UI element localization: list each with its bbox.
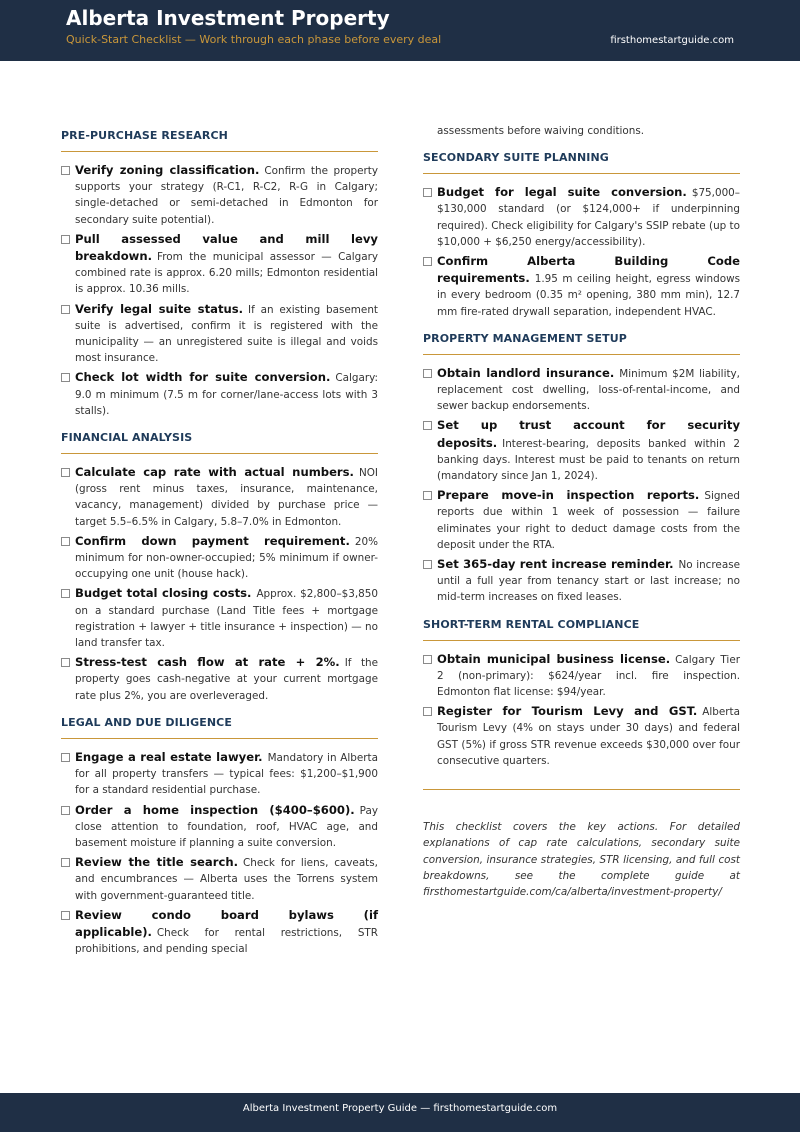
item-title: Review the title search. (75, 855, 238, 870)
item-title: Obtain municipal business license. (437, 651, 671, 666)
checklist-item (61, 162, 378, 228)
section-title: SHORT-TERM RENTAL COMPLIANCE (423, 615, 740, 641)
checklist-item (61, 802, 378, 852)
checkbox-icon[interactable] (61, 911, 70, 920)
section-title: PROPERTY MANAGEMENT SETUP (423, 329, 740, 355)
section-property-management-setup (423, 329, 740, 606)
checklist-item (61, 907, 378, 958)
item-title: Set up trust account for security deposits. (437, 418, 740, 450)
checklist-item (423, 365, 740, 415)
item-text: Confirm the property supports your strategy (R-C1, R-C2, R-G in Calgary; single-detached or semi-detached in Edmonton for secondary suite potential). (75, 165, 378, 226)
divider (423, 789, 740, 790)
item-text: 1.95 m ceiling height, egress windows in every bedroom (0.35 m² opening, 380 mm min), 12.7 mm fire-rated drywall separation, independent HVAC. (437, 273, 740, 318)
item-title: Budget total closing costs. (75, 586, 252, 601)
checkbox-icon[interactable] (61, 806, 70, 815)
item-title: Review condo board bylaws (if applicable). (75, 907, 378, 939)
checklist-item (61, 533, 378, 583)
checkbox-icon[interactable] (423, 188, 432, 197)
checkbox-icon[interactable] (61, 858, 70, 867)
checklist-item (61, 585, 378, 651)
checkbox-icon[interactable] (61, 305, 70, 314)
item-text: Check for liens, caveats, and encumbrances — Alberta uses the Torrens system with government-guaranteed title. (75, 857, 378, 902)
item-title: Confirm Alberta Building Code requirements. (437, 254, 740, 286)
closing-note: This checklist covers the key actions. For detailed explanations of cap rate calculations, secondary suite conversion, insurance strategies, STR licensing, and full cost breakdowns, see the complete guide at firsthomestartguide.com/ca/alberta/investment-property/ (423, 821, 740, 898)
item-title: Verify zoning classification. (75, 163, 260, 177)
section-financial-analysis (61, 428, 378, 704)
checkbox-icon[interactable] (423, 560, 432, 569)
checklist-item (423, 184, 740, 250)
checkbox-icon[interactable] (61, 235, 70, 244)
checklist-item (423, 487, 740, 553)
checklist-item (423, 417, 740, 484)
item-text: 20% minimum for non-owner-occupied; 5% minimum if owner-occupying one unit (house hack). (75, 535, 378, 581)
checkbox-icon[interactable] (61, 589, 70, 598)
section-title: PRE-PURCHASE RESEARCH (61, 126, 378, 152)
section-title: SECONDARY SUITE PLANNING (423, 148, 740, 174)
item-title: Order a home inspection ($400–$600). (75, 802, 355, 817)
checkbox-icon[interactable] (61, 468, 70, 477)
item-text: No increase until a full year from tenancy start or last increase; no mid-term increases on fixed leases. (437, 559, 740, 604)
page-footer (0, 1093, 800, 1132)
page-title: Alberta Investment Property (66, 6, 390, 30)
checkbox-icon[interactable] (61, 537, 70, 546)
checklist-item (61, 854, 378, 904)
checklist-item (61, 749, 378, 799)
item-text: Calgary Tier 2 (non-primary): $624/year incl. fire inspection. Edmonton flat license: $94/year. (437, 653, 740, 699)
page-header (0, 0, 800, 61)
checkbox-icon[interactable] (423, 655, 432, 664)
item-text: Alberta Tourism Levy (4% on stays under 30 days) and federal GST (5%) if gross STR revenue exceeds $30,000 over four consecutive quarters. (437, 706, 740, 767)
item-text: NOI (gross rent minus taxes, insurance, maintenance, vacancy, management) divided by purchase price — target 5.5–6.5% in Calgary, 5.8–7.0% in Edmonton. (75, 467, 378, 528)
checklist-item (61, 464, 378, 530)
checkbox-icon[interactable] (423, 491, 432, 500)
checklist-item (61, 301, 378, 367)
section-secondary-suite-planning (423, 148, 740, 320)
section-legal-due-diligence (61, 713, 378, 957)
item-title: Budget for legal suite conversion. (437, 185, 687, 200)
checkbox-icon[interactable] (61, 658, 70, 667)
item-title: Obtain landlord insurance. (437, 365, 615, 380)
page-subtitle: Quick-Start Checklist — Work through each phase before every deal (66, 33, 442, 46)
item-title: Prepare move-in inspection reports. (437, 488, 700, 503)
item-text: If an existing basement suite is advertised, confirm it is registered with the municipality — an unregistered suite is illegal and voids most insurance. (75, 303, 378, 365)
section-pre-purchase-research (61, 126, 378, 419)
checklist-item (423, 556, 740, 606)
checkbox-icon[interactable] (61, 166, 70, 175)
right-column (423, 126, 740, 900)
checkbox-icon[interactable] (423, 707, 432, 716)
item-title: Calculate cap rate with actual numbers. (75, 465, 354, 480)
checklist-item (61, 231, 378, 298)
item-title: Register for Tourism Levy and GST. (437, 704, 698, 719)
item-text: Mandatory in Alberta for all property transfers — typical fees: $1,200–$1,900 for a standard residential purchase. (75, 751, 378, 797)
checklist-item (423, 651, 740, 701)
item-text: Interest-bearing, deposits banked within 2 banking days. Interest must be paid to tenants on return (mandatory since Jan 1, 2024). (437, 437, 740, 483)
footer-text: Alberta Investment Property Guide — firsthomestartguide.com (242, 1103, 558, 1114)
checklist-item (61, 654, 378, 704)
item-text: Approx. $2,800–$3,850 on a standard purchase (Land Title fees + mortgage registration + lawyer + title insurance + inspection) — no land transfer tax. (75, 588, 379, 650)
item-text: If the property goes cash-negative at your current mortgage rate plus 2%, you are overleveraged. (75, 657, 378, 702)
section-title: LEGAL AND DUE DILIGENCE (61, 713, 378, 739)
header-site-link[interactable]: firsthomestartguide.com (610, 35, 734, 46)
item-text: Signed reports due within 1 week of possession — failure eliminates your right to deduct damage costs from the deposit under the RTA. (437, 490, 740, 551)
item-text: Calgary: 9.0 m minimum (7.5 m for corner/lane-access lots with 3 stalls). (75, 372, 378, 417)
checklist-item (423, 253, 740, 320)
item-title: Check lot width for suite conversion. (75, 370, 331, 385)
item-text: From the municipal assessor — Calgary combined rate is approx. 6.20 mills; Edmonton residential is approx. 10.36 mills. (75, 251, 378, 296)
left-column (61, 126, 378, 960)
item-text: Check for rental restrictions, STR prohibitions, and pending special (75, 926, 378, 956)
checkbox-icon[interactable] (423, 257, 432, 266)
item-title: Verify legal suite status. (75, 301, 244, 316)
item-title: Set 365-day rent increase reminder. (437, 557, 674, 572)
continued-text: assessments before waiving conditions. (437, 125, 645, 137)
checklist-item (423, 703, 740, 769)
item-title: Engage a real estate lawyer. (75, 749, 263, 764)
checkbox-icon[interactable] (61, 373, 70, 382)
item-title: Confirm down payment requirement. (75, 533, 350, 548)
checklist-item (61, 369, 378, 419)
section-title: FINANCIAL ANALYSIS (61, 428, 378, 454)
checkbox-icon[interactable] (61, 753, 70, 762)
item-title: Pull assessed value and mill levy breakdown. (75, 231, 378, 264)
section-short-term-rental-compliance (423, 615, 740, 769)
item-text: Pay close attention to foundation, roof, HVAC age, and basement moisture if planning a suite conversion. (75, 804, 378, 849)
checkbox-icon[interactable] (423, 369, 432, 378)
item-text: Minimum $2M liability, replacement cost dwelling, loss-of-rental-income, and sewer backup endorsements. (437, 367, 740, 413)
item-title: Stress-test cash flow at rate + 2%. (75, 655, 340, 670)
checkbox-icon[interactable] (423, 421, 432, 430)
item-text: $75,000–$130,000 standard (or $124,000+ if underpinning required). Check eligibility for Calgary's SSIP rebate (up to $10,000 + $6,250 energy/accessibility). (437, 187, 740, 248)
